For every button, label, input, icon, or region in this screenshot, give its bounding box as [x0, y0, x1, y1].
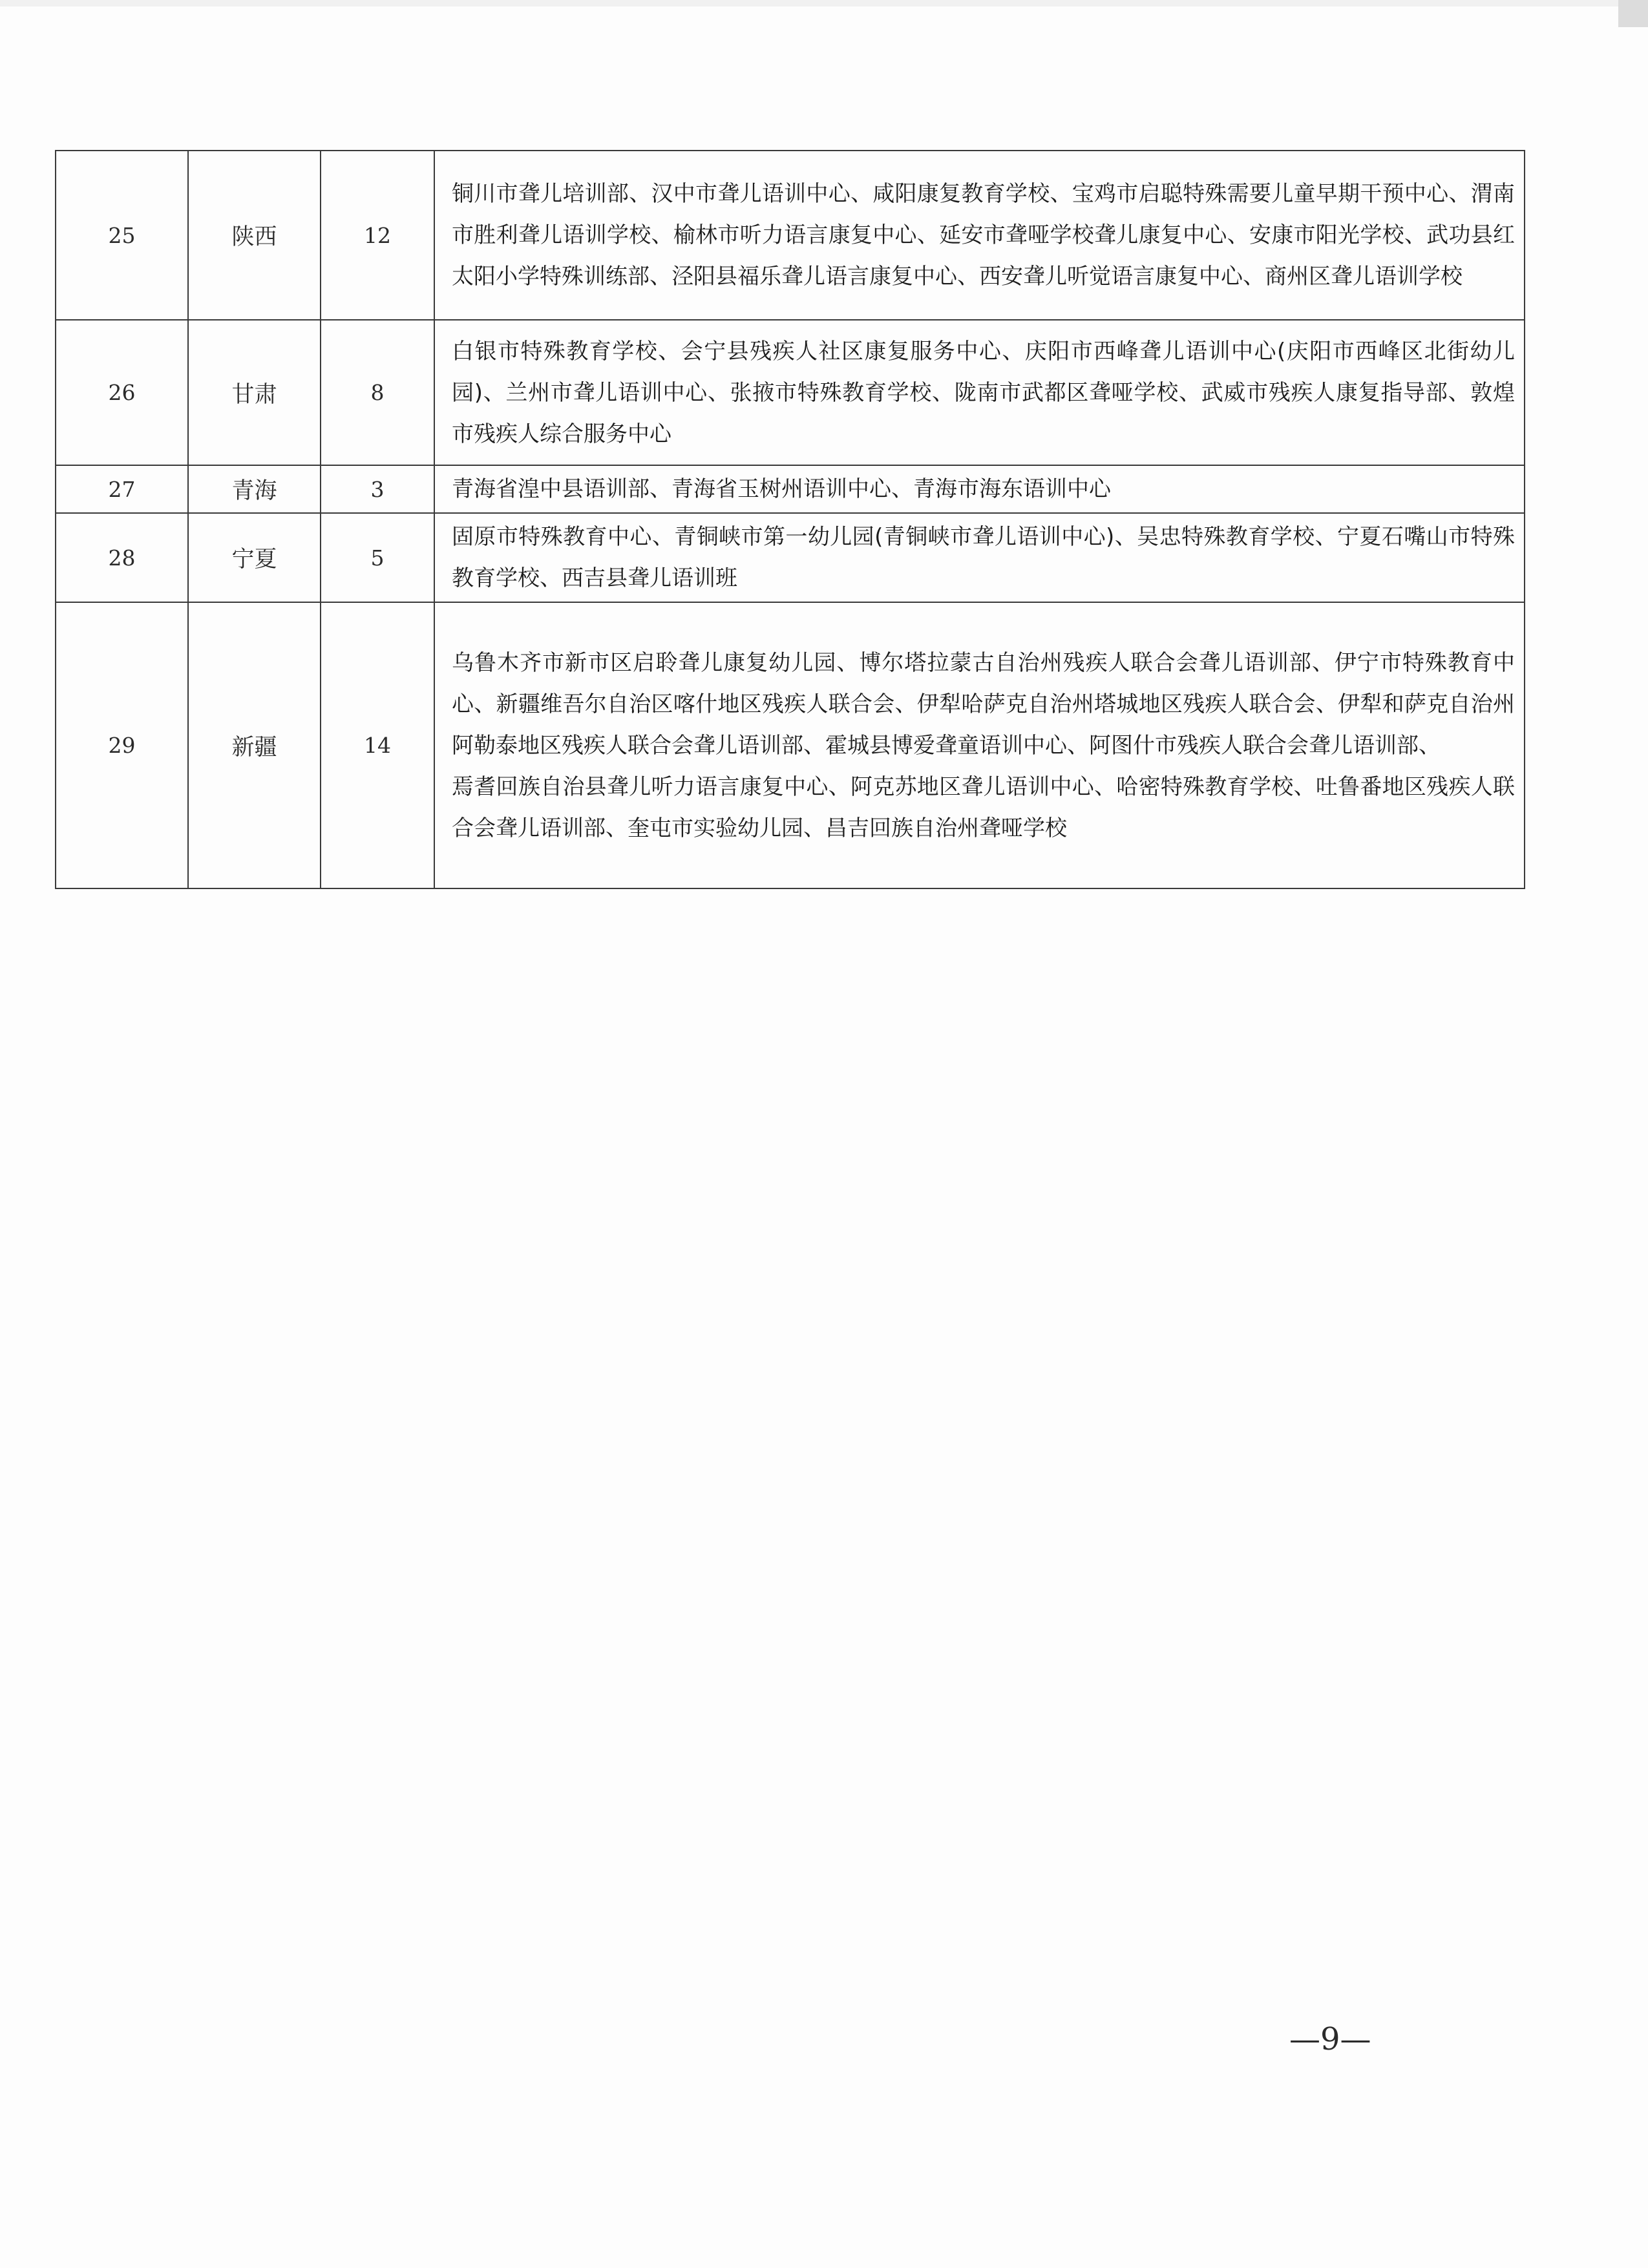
- row-number: 27: [56, 465, 188, 513]
- institution-list: [434, 602, 1525, 888]
- institution-count: 14: [321, 602, 434, 888]
- scan-corner-shadow: [1618, 0, 1648, 27]
- institution-list-part: 乌鲁木齐市新市区启聆聋儿康复幼儿园、博尔塔拉蒙古自治州残疾人联合会聋儿语训部、伊宁市特殊教育中心、新疆维吾尔自治区喀什地区残疾人联合会、伊犁哈萨克自治州塔城地区残疾人联合会、伊犁和萨克自治州阿勒泰地区残疾人联合会聋儿语训部、霍城县博爱聋童语训中心、阿图什市残疾人联合会聋儿语训部、: [452, 649, 1515, 759]
- institution-count: 5: [321, 513, 434, 602]
- institution-list: 白银市特殊教育学校、会宁县残疾人社区康复服务中心、庆阳市西峰聋儿语训中心(庆阳市西峰区北街幼儿园)、兰州市聋儿语训中心、张掖市特殊教育学校、陇南市武都区聋哑学校、武威市残疾人康复指导部、敦煌市残疾人综合服务中心: [434, 320, 1525, 465]
- province-name: 新疆: [188, 602, 321, 888]
- row-number: 26: [56, 320, 188, 465]
- institution-table: [55, 150, 1525, 889]
- table-row: [56, 602, 1525, 888]
- province-name: 青海: [188, 465, 321, 513]
- table-row: [56, 320, 1525, 465]
- province-name: 陕西: [188, 151, 321, 320]
- institution-list-part: 焉耆回族自治县聋儿听力语言康复中心、阿克苏地区聋儿语训中心、哈密特殊教育学校、吐鲁番地区残疾人联合会聋儿语训部、奎屯市实验幼儿园、昌吉回族自治州聋哑学校: [452, 773, 1515, 841]
- row-number: 25: [56, 151, 188, 320]
- province-name: 宁夏: [188, 513, 321, 602]
- province-name: 甘肃: [188, 320, 321, 465]
- scan-edge: [0, 0, 1648, 6]
- table-row: [56, 465, 1525, 513]
- institution-count: 8: [321, 320, 434, 465]
- row-number: 29: [56, 602, 188, 888]
- table-row: [56, 151, 1525, 320]
- row-number: 28: [56, 513, 188, 602]
- table-row: [56, 513, 1525, 602]
- institution-count: 12: [321, 151, 434, 320]
- institution-list: 青海省湟中县语训部、青海省玉树州语训中心、青海市海东语训中心: [434, 465, 1525, 513]
- institution-list: 铜川市聋儿培训部、汉中市聋儿语训中心、咸阳康复教育学校、宝鸡市启聪特殊需要儿童早期干预中心、渭南市胜利聋儿语训学校、榆林市听力语言康复中心、延安市聋哑学校聋儿康复中心、安康市阳光学校、武功县红太阳小学特殊训练部、泾阳县福乐聋儿语言康复中心、西安聋儿听觉语言康复中心、商州区聋儿语训学校: [434, 151, 1525, 320]
- institution-list: 固原市特殊教育中心、青铜峡市第一幼儿园(青铜峡市聋儿语训中心)、吴忠特殊教育学校、宁夏石嘴山市特殊教育学校、西吉县聋儿语训班: [434, 513, 1525, 602]
- page-number: —9—: [1289, 2021, 1371, 2057]
- institution-count: 3: [321, 465, 434, 513]
